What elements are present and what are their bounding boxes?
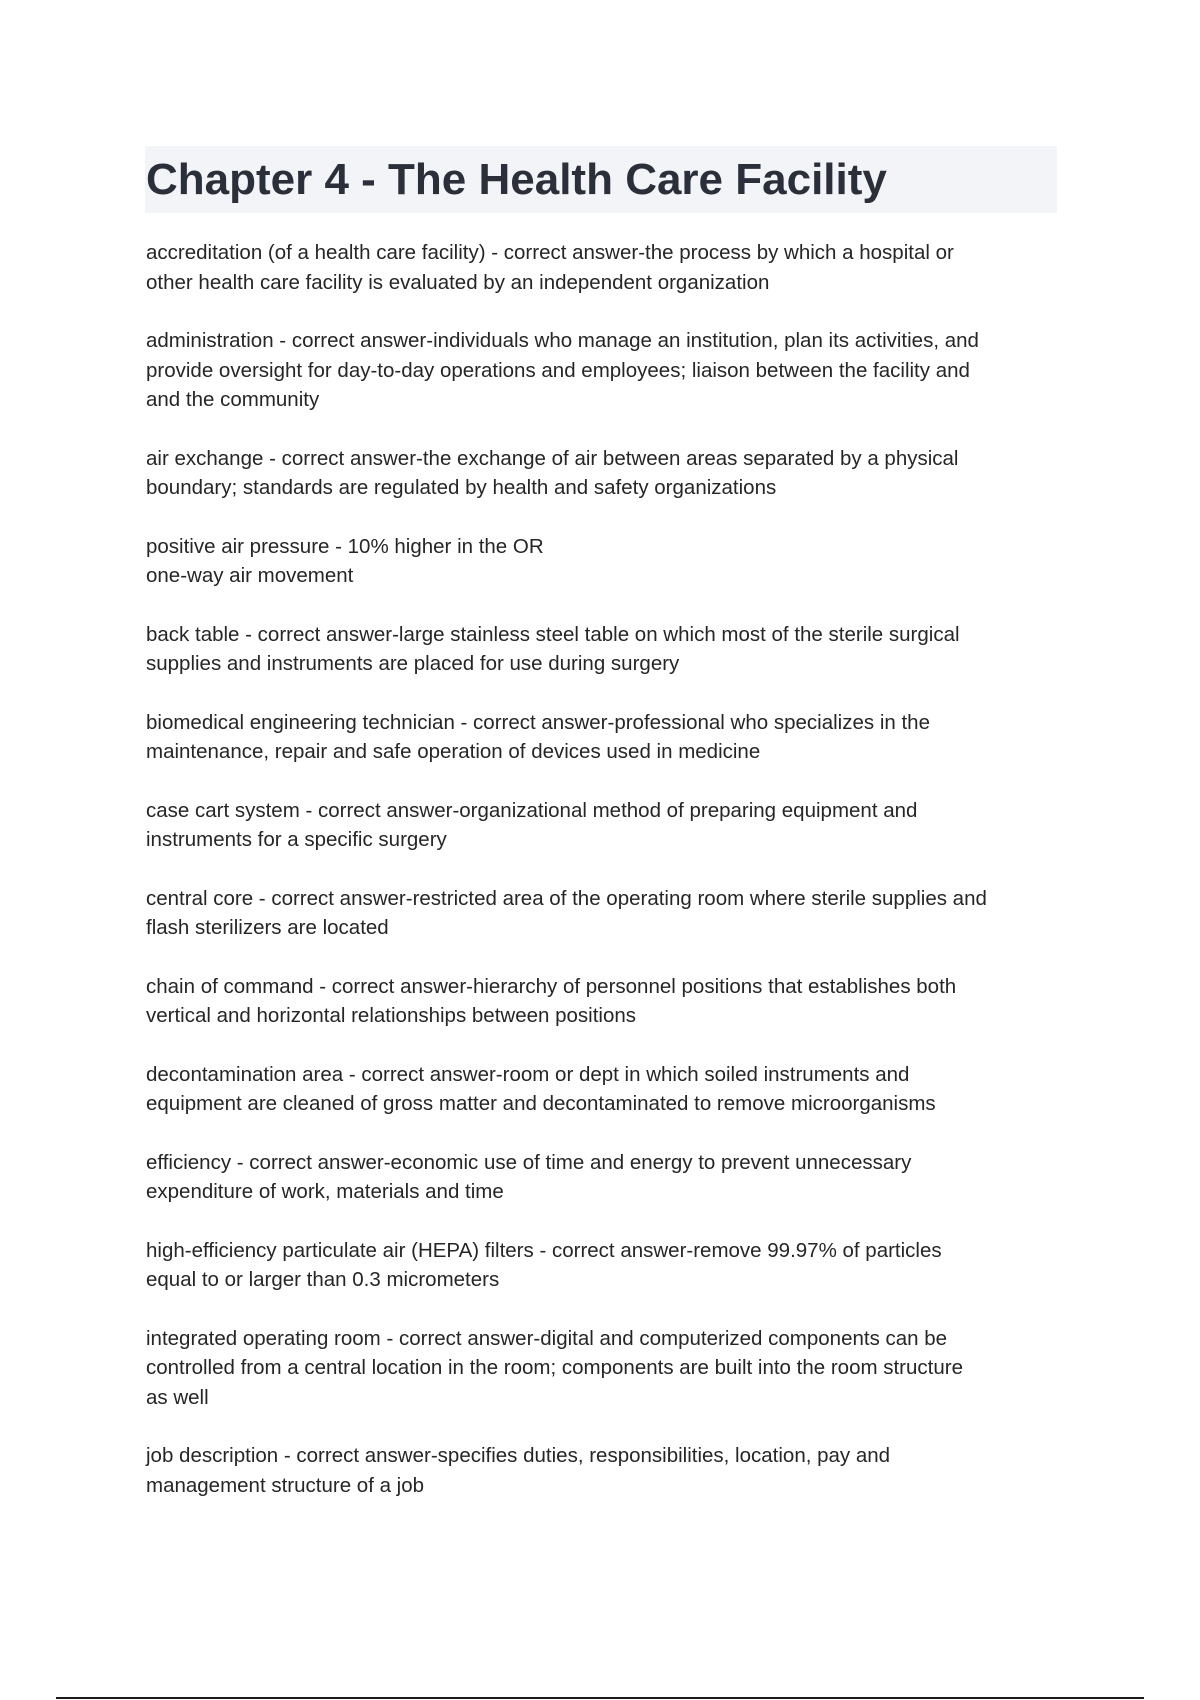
glossary-entry: air exchange - correct answer-the exchange of air between areas separated by a physical boundary; standards are regulated by health and safety organizations [146,446,959,499]
glossary-entry: integrated operating room - correct answer-digital and computerized components can be controlled from a central location in the room; components are built into the room structure as well [146,1326,963,1409]
glossary-entry: case cart system - correct answer-organizational method of preparing equipment and instruments for a specific surgery [146,798,918,851]
glossary-entry: chain of command - correct answer-hierarchy of personnel positions that establishes both vertical and horizontal relationships between positions [146,974,957,1027]
glossary-entry: positive air pressure - 10% higher in the OR one-way air movement [146,534,544,587]
glossary-entry: biomedical engineering technician - correct answer-professional who specializes in the maintenance, repair and safe operation of devices used in medicine [146,710,930,763]
glossary-entry: high-efficiency particulate air (HEPA) filters - correct answer-remove 99.97% of particles equal to or larger than 0.3 micrometers [146,1238,942,1291]
glossary-entry: central core - correct answer-restricted area of the operating room where sterile supplies and flash sterilizers are located [146,886,987,939]
page-title: Chapter 4 - The Health Care Facility [146,155,887,204]
glossary-entry: decontamination area - correct answer-room or dept in which soiled instruments and equipment are cleaned of gross matter and decontaminated to remove microorganisms [146,1062,936,1115]
glossary-entry: administration - correct answer-individuals who manage an institution, plan its activities, and provide oversight for day-to-day operations and employees; liaison between the facility and and the community [146,329,979,411]
glossary-entry: accreditation (of a health care facility) - correct answer-the process by which a hospital or other health care facility is evaluated by an independent organization [146,241,954,294]
glossary-entry: job description - correct answer-specifies duties, responsibilities, location, pay and management structure of a job [146,1444,891,1497]
glossary-entry: back table - correct answer-large stainless steel table on which most of the sterile surgical supplies and instruments are placed for use during surgery [146,622,960,675]
footer-divider [56,1697,1144,1699]
glossary-entry: efficiency - correct answer-economic use of time and energy to prevent unnecessary expenditure of work, materials and time [146,1150,912,1203]
glossary-list [146,238,1066,1529]
